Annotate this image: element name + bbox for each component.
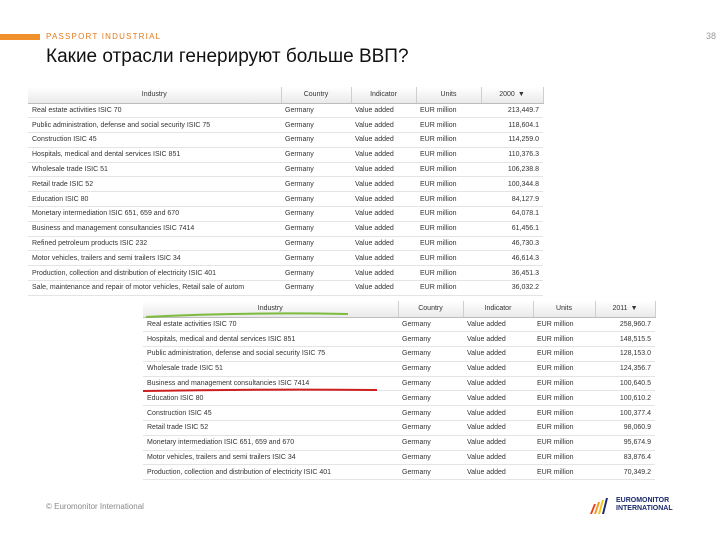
cell-country: Germany [281,133,351,148]
cell-country: Germany [398,435,463,450]
cell-value: 36,451.3 [481,266,543,281]
table-row[interactable] [28,236,543,251]
cell-industry: Wholesale trade ISIC 51 [143,361,398,376]
cell-indicator: Value added [463,347,533,362]
cell-industry: Construction ISIC 45 [143,406,398,421]
cell-units: EUR million [533,391,595,406]
cell-industry: Business and management consultancies ISIC 7414 [143,376,398,391]
cell-country: Germany [398,376,463,391]
cell-units: EUR million [416,103,481,118]
cell-industry: Refined petroleum products ISIC 232 [28,236,281,251]
cell-industry: Monetary intermediation ISIC 651, 659 and 670 [28,207,281,222]
cell-indicator: Value added [351,207,416,222]
cell-units: EUR million [533,376,595,391]
section-label: PASSPORT INDUSTRIAL [46,32,162,41]
cell-units: EUR million [416,236,481,251]
cell-units: EUR million [533,465,595,480]
cell-indicator: Value added [351,236,416,251]
column-header-units[interactable]: Units [416,87,481,103]
table-header-row [28,87,543,103]
table-row[interactable] [28,192,543,207]
cell-indicator: Value added [463,317,533,332]
cell-country: Germany [281,118,351,133]
cell-industry: Real estate activities ISIC 70 [28,103,281,118]
cell-industry: Education ISIC 80 [28,192,281,207]
cell-indicator: Value added [463,435,533,450]
sort-desc-icon[interactable]: ▼ [630,305,638,313]
cell-country: Germany [398,450,463,465]
table-row[interactable] [28,162,543,177]
cell-units: EUR million [416,147,481,162]
cell-value: 118,604.1 [481,118,543,133]
cell-value: 258,960.7 [595,317,655,332]
cell-value: 46,730.3 [481,236,543,251]
cell-country: Germany [398,406,463,421]
cell-units: EUR million [533,421,595,436]
cell-country: Germany [398,421,463,436]
cell-units: EUR million [416,266,481,281]
cell-value: 98,060.9 [595,421,655,436]
cell-indicator: Value added [351,147,416,162]
cell-value: 128,153.0 [595,347,655,362]
cell-country: Germany [281,207,351,222]
cell-indicator: Value added [351,118,416,133]
euromonitor-logo-mark-icon [590,498,612,514]
table-row[interactable] [143,332,655,347]
cell-country: Germany [398,332,463,347]
slide-number: 38 [705,31,716,41]
column-header-country[interactable]: Country [281,87,351,103]
copyright-footer: © Euromonitor International [46,502,144,511]
cell-indicator: Value added [463,450,533,465]
cell-country: Germany [281,192,351,207]
cell-value: 83,876.4 [595,450,655,465]
cell-industry: Hospitals, medical and dental services ISIC 851 [143,332,398,347]
cell-value: 64,078.1 [481,207,543,222]
cell-industry: Education ISIC 80 [143,391,398,406]
cell-industry: Wholesale trade ISIC 51 [28,162,281,177]
cell-value: 95,674.9 [595,435,655,450]
cell-country: Germany [281,177,351,192]
cell-units: EUR million [533,317,595,332]
cell-country: Germany [281,147,351,162]
table-row[interactable] [143,406,655,421]
cell-indicator: Value added [463,361,533,376]
table-row[interactable] [28,133,543,148]
cell-units: EUR million [416,281,481,296]
table-row[interactable] [28,266,543,281]
cell-indicator: Value added [351,177,416,192]
column-header-year[interactable] [595,301,655,317]
cell-country: Germany [281,251,351,266]
table-row[interactable] [28,221,543,236]
cell-units: EUR million [533,450,595,465]
table-row[interactable] [143,465,655,480]
cell-country: Germany [281,266,351,281]
cell-country: Germany [398,391,463,406]
table-body [143,317,655,480]
table-row[interactable] [143,361,655,376]
cell-industry: Production, collection and distribution of electricity ISIC 401 [28,266,281,281]
table-row[interactable] [28,118,543,133]
cell-units: EUR million [416,251,481,266]
cell-industry: Sale, maintenance and repair of motor vehicles, Retail sale of autom [28,281,281,296]
column-header-industry[interactable]: Industry [143,301,398,317]
cell-indicator: Value added [351,133,416,148]
cell-value: 100,610.2 [595,391,655,406]
cell-units: EUR million [533,332,595,347]
cell-industry: Public administration, defense and social security ISIC 75 [28,118,281,133]
brand-accent-bar [0,34,40,40]
table-row[interactable] [143,435,655,450]
cell-industry: Hospitals, medical and dental services ISIC 851 [28,147,281,162]
column-header-industry[interactable]: Industry [28,87,281,103]
table-body [28,103,543,295]
cell-country: Germany [281,162,351,177]
cell-units: EUR million [416,221,481,236]
cell-value: 148,515.5 [595,332,655,347]
cell-industry: Monetary intermediation ISIC 651, 659 and 670 [143,435,398,450]
column-header-year[interactable] [481,87,543,103]
cell-industry: Retail trade ISIC 52 [143,421,398,436]
table-row[interactable] [28,251,543,266]
cell-units: EUR million [533,347,595,362]
cell-value: 70,349.2 [595,465,655,480]
slide-title: Какие отрасли генерируют больше ВВП? [46,46,409,67]
cell-value: 100,344.8 [481,177,543,192]
cell-indicator: Value added [351,221,416,236]
cell-value: 61,456.1 [481,221,543,236]
cell-units: EUR million [416,177,481,192]
table-row[interactable] [143,317,655,332]
cell-value: 106,238.8 [481,162,543,177]
column-header-country[interactable]: Country [398,301,463,317]
cell-indicator: Value added [463,421,533,436]
cell-indicator: Value added [351,162,416,177]
cell-country: Germany [398,465,463,480]
column-header-units[interactable]: Units [533,301,595,317]
cell-industry: Business and management consultancies ISIC 7414 [28,221,281,236]
table-row[interactable] [143,376,655,391]
year-label: 2011 [612,305,628,313]
cell-industry: Construction ISIC 45 [28,133,281,148]
cell-indicator: Value added [351,192,416,207]
cell-indicator: Value added [351,266,416,281]
cell-country: Germany [281,281,351,296]
cell-country: Germany [281,221,351,236]
cell-value: 110,376.3 [481,147,543,162]
cell-value: 84,127.9 [481,192,543,207]
cell-units: EUR million [416,207,481,222]
column-header-indicator[interactable]: Indicator [463,301,533,317]
cell-units: EUR million [416,118,481,133]
cell-indicator: Value added [351,281,416,296]
cell-units: EUR million [416,162,481,177]
cell-country: Germany [398,347,463,362]
cell-indicator: Value added [463,391,533,406]
cell-value: 100,640.5 [595,376,655,391]
cell-units: EUR million [533,361,595,376]
cell-industry: Production, collection and distribution of electricity ISIC 401 [143,465,398,480]
table-row[interactable] [28,177,543,192]
euromonitor-logo [590,496,690,516]
industry-table-2011 [143,301,656,480]
cell-indicator: Value added [463,376,533,391]
cell-industry: Real estate activities ISIC 70 [143,317,398,332]
cell-country: Germany [398,317,463,332]
cell-units: EUR million [533,435,595,450]
year-label: 2000 [499,91,515,99]
table-row[interactable] [143,421,655,436]
table-row[interactable] [28,207,543,222]
cell-units: EUR million [416,133,481,148]
logo-wordmark: EUROMONITOR INTERNATIONAL [616,497,673,512]
table-row[interactable] [28,147,543,162]
cell-industry: Retail trade ISIC 52 [28,177,281,192]
column-header-indicator[interactable]: Indicator [351,87,416,103]
cell-units: EUR million [416,192,481,207]
cell-industry: Motor vehicles, trailers and semi trailers ISIC 34 [143,450,398,465]
cell-industry: Motor vehicles, trailers and semi trailers ISIC 34 [28,251,281,266]
cell-value: 100,377.4 [595,406,655,421]
cell-country: Germany [398,361,463,376]
cell-units: EUR million [533,406,595,421]
cell-value: 46,614.3 [481,251,543,266]
cell-industry: Public administration, defense and social security ISIC 75 [143,347,398,362]
sort-desc-icon[interactable]: ▼ [517,91,525,99]
cell-value: 213,449.7 [481,103,543,118]
cell-value: 114,259.0 [481,133,543,148]
table-row[interactable] [28,281,543,296]
table-row[interactable] [143,391,655,406]
cell-country: Germany [281,103,351,118]
table-row[interactable] [28,103,543,118]
cell-indicator: Value added [351,251,416,266]
cell-indicator: Value added [463,332,533,347]
cell-country: Germany [281,236,351,251]
table-row[interactable] [143,450,655,465]
cell-indicator: Value added [463,406,533,421]
table-row[interactable] [143,347,655,362]
industry-table-2000 [28,87,544,296]
table-header-row [143,301,655,317]
cell-indicator: Value added [351,103,416,118]
cell-indicator: Value added [463,465,533,480]
cell-value: 124,356.7 [595,361,655,376]
cell-value: 36,032.2 [481,281,543,296]
